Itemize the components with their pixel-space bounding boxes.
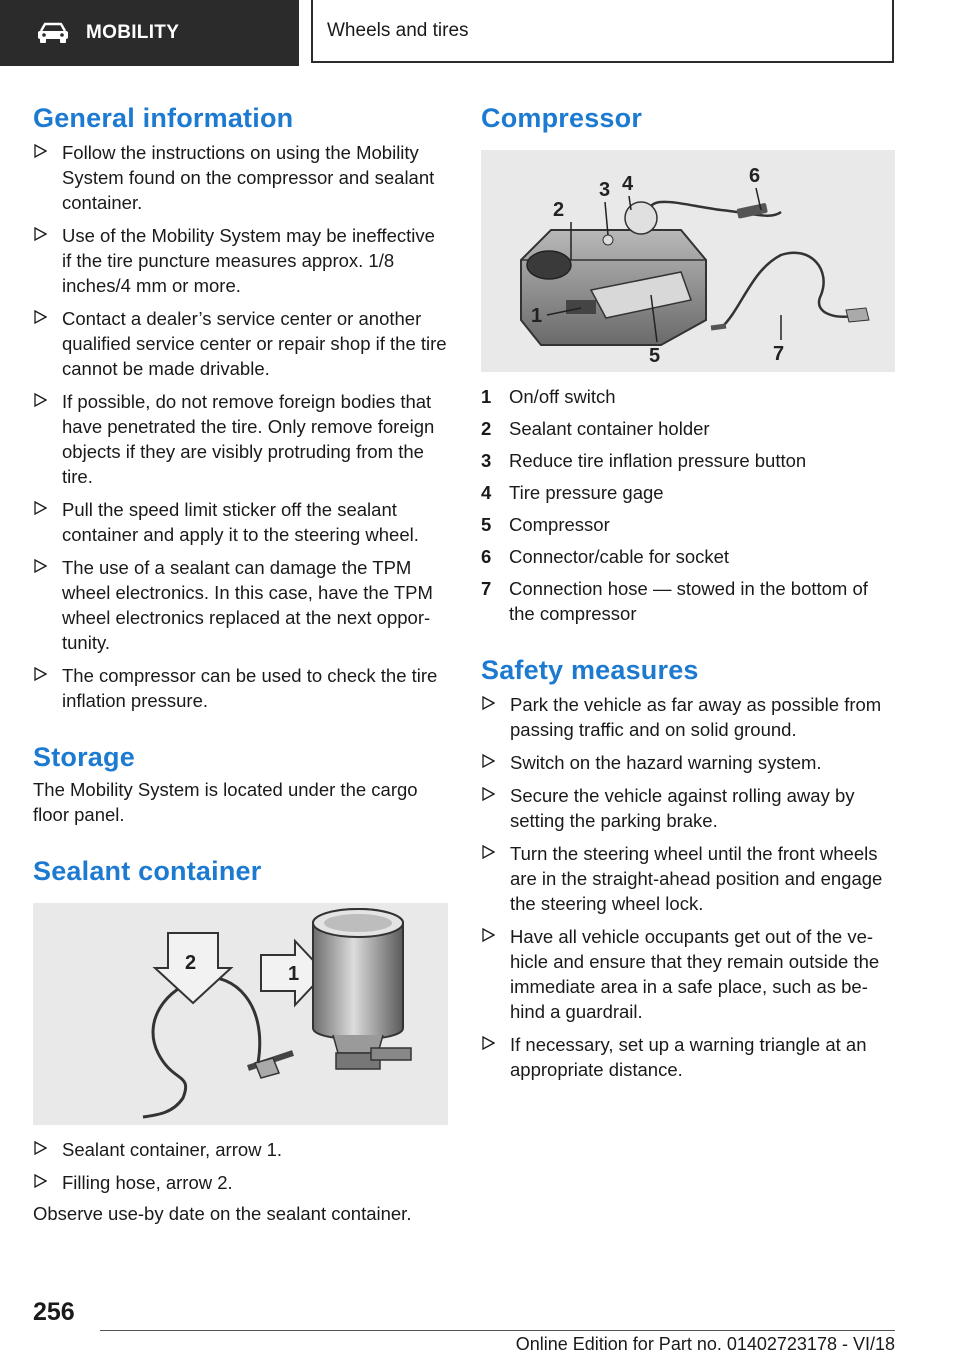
legend-item: 7 Connection hose — stowed in the bottom of the compressor (481, 578, 868, 624)
sealant-container-drawing (33, 903, 448, 1125)
legend-item: 3 Reduce tire inflation pressure button (481, 450, 807, 471)
list-item: Have all vehicle occupants get out of the vehicle and ensure that they remain outside the immediate area in a safe place, such as behind a guardrail. (481, 924, 895, 1024)
sealant-container-illustration (33, 903, 448, 1125)
general-information-heading: General information (33, 103, 294, 133)
right-column (481, 98, 895, 1090)
triangle-bullet-icon (34, 501, 47, 515)
legend-item: 5 Compressor (481, 514, 610, 535)
triangle-bullet-icon (34, 559, 47, 573)
sealant-note: Observe use-by date on the sealant container. (33, 1203, 412, 1224)
triangle-bullet-icon (34, 667, 47, 681)
triangle-bullet-icon (482, 1036, 495, 1050)
list-item: Sealant container, arrow 1. (33, 1137, 448, 1162)
figure-label-7: 7 (773, 343, 785, 365)
safety-measures-heading: Safety measures (481, 655, 699, 685)
general-information-list (33, 140, 448, 713)
triangle-bullet-icon (482, 845, 495, 859)
figure-label-6: 6 (749, 165, 761, 187)
triangle-bullet-icon (482, 787, 495, 801)
car-icon (36, 21, 70, 45)
figure-label-2: 2 (553, 199, 565, 221)
figure-label-1: 1 (288, 963, 300, 985)
list-item: Pull the speed limit sticker off the sealant container and apply it to the steering wheel. (33, 497, 448, 547)
triangle-bullet-icon (482, 696, 495, 710)
list-item: Contact a dealer’s service center or another qualified service center or repair shop if the tire cannot be made drivable. (33, 306, 448, 381)
compressor-heading: Compressor (481, 103, 643, 133)
list-item: Turn the steering wheel until the front wheels are in the straight-ahead position and engage the steering wheel lock. (481, 841, 895, 916)
legend-item: 2 Sealant container holder (481, 418, 710, 439)
triangle-bullet-icon (482, 928, 495, 942)
list-item: Park the vehicle as far away as possible from passing traffic and on solid ground. (481, 692, 895, 742)
list-item: The use of a sealant can damage the TPM wheel electronics. In this case, have the TPM wheel electronics replaced at the next opportunity. (33, 555, 448, 655)
list-item: Filling hose, arrow 2. (33, 1170, 448, 1195)
compressor-drawing (481, 150, 895, 372)
compressor-illustration (481, 150, 895, 372)
sealant-container-list (33, 1137, 448, 1195)
storage-heading: Storage (33, 742, 135, 772)
storage-text: The Mobility System is located under the cargo floor panel. (33, 779, 418, 825)
triangle-bullet-icon (34, 310, 47, 324)
chapter-header (311, 0, 894, 63)
triangle-bullet-icon (482, 754, 495, 768)
section-title: MOBILITY (86, 22, 180, 43)
triangle-bullet-icon (34, 1174, 47, 1188)
figure-label-3: 3 (599, 179, 611, 201)
page-number: 256 (33, 1298, 75, 1326)
triangle-bullet-icon (34, 393, 47, 407)
triangle-bullet-icon (34, 227, 47, 241)
section-header (0, 0, 299, 66)
list-item: The compressor can be used to check the tire inflation pressure. (33, 663, 448, 713)
sealant-container-heading: Sealant container (33, 856, 262, 886)
list-item: Secure the vehicle against rolling away by setting the parking brake. (481, 783, 895, 833)
figure-label-1: 1 (531, 305, 543, 327)
list-item: If necessary, set up a warning triangle at an appropriate distance. (481, 1032, 895, 1082)
figure-label-2: 2 (185, 952, 197, 974)
left-column (33, 98, 448, 1226)
legend-item: 6 Connector/cable for socket (481, 546, 730, 567)
triangle-bullet-icon (34, 1141, 47, 1155)
safety-measures-list (481, 692, 895, 1082)
figure-label-4: 4 (622, 173, 634, 195)
list-item: Use of the Mobility System may be ineffective if the tire puncture measures approx. 1/8 inches/4 mm or more. (33, 223, 448, 298)
figure-label-5: 5 (649, 345, 661, 367)
triangle-bullet-icon (34, 144, 47, 158)
chapter-title: Wheels and tires (327, 19, 469, 41)
footer-divider (100, 1330, 895, 1331)
legend-item: 4 Tire pressure gage (481, 482, 664, 503)
list-item: If possible, do not remove foreign bodies that have penetrated the tire. Only remove foreign objects if they are visibly protruding from the tire. (33, 389, 448, 489)
compressor-legend (481, 384, 895, 626)
edition-footer: Online Edition for Part no. 01402723178 - VI/18 (515, 1334, 895, 1354)
list-item: Switch on the hazard warning system. (481, 750, 895, 775)
legend-item: 1 On/off switch (481, 386, 616, 407)
list-item: Follow the instructions on using the Mobility System found on the compressor and sealant container. (33, 140, 448, 215)
